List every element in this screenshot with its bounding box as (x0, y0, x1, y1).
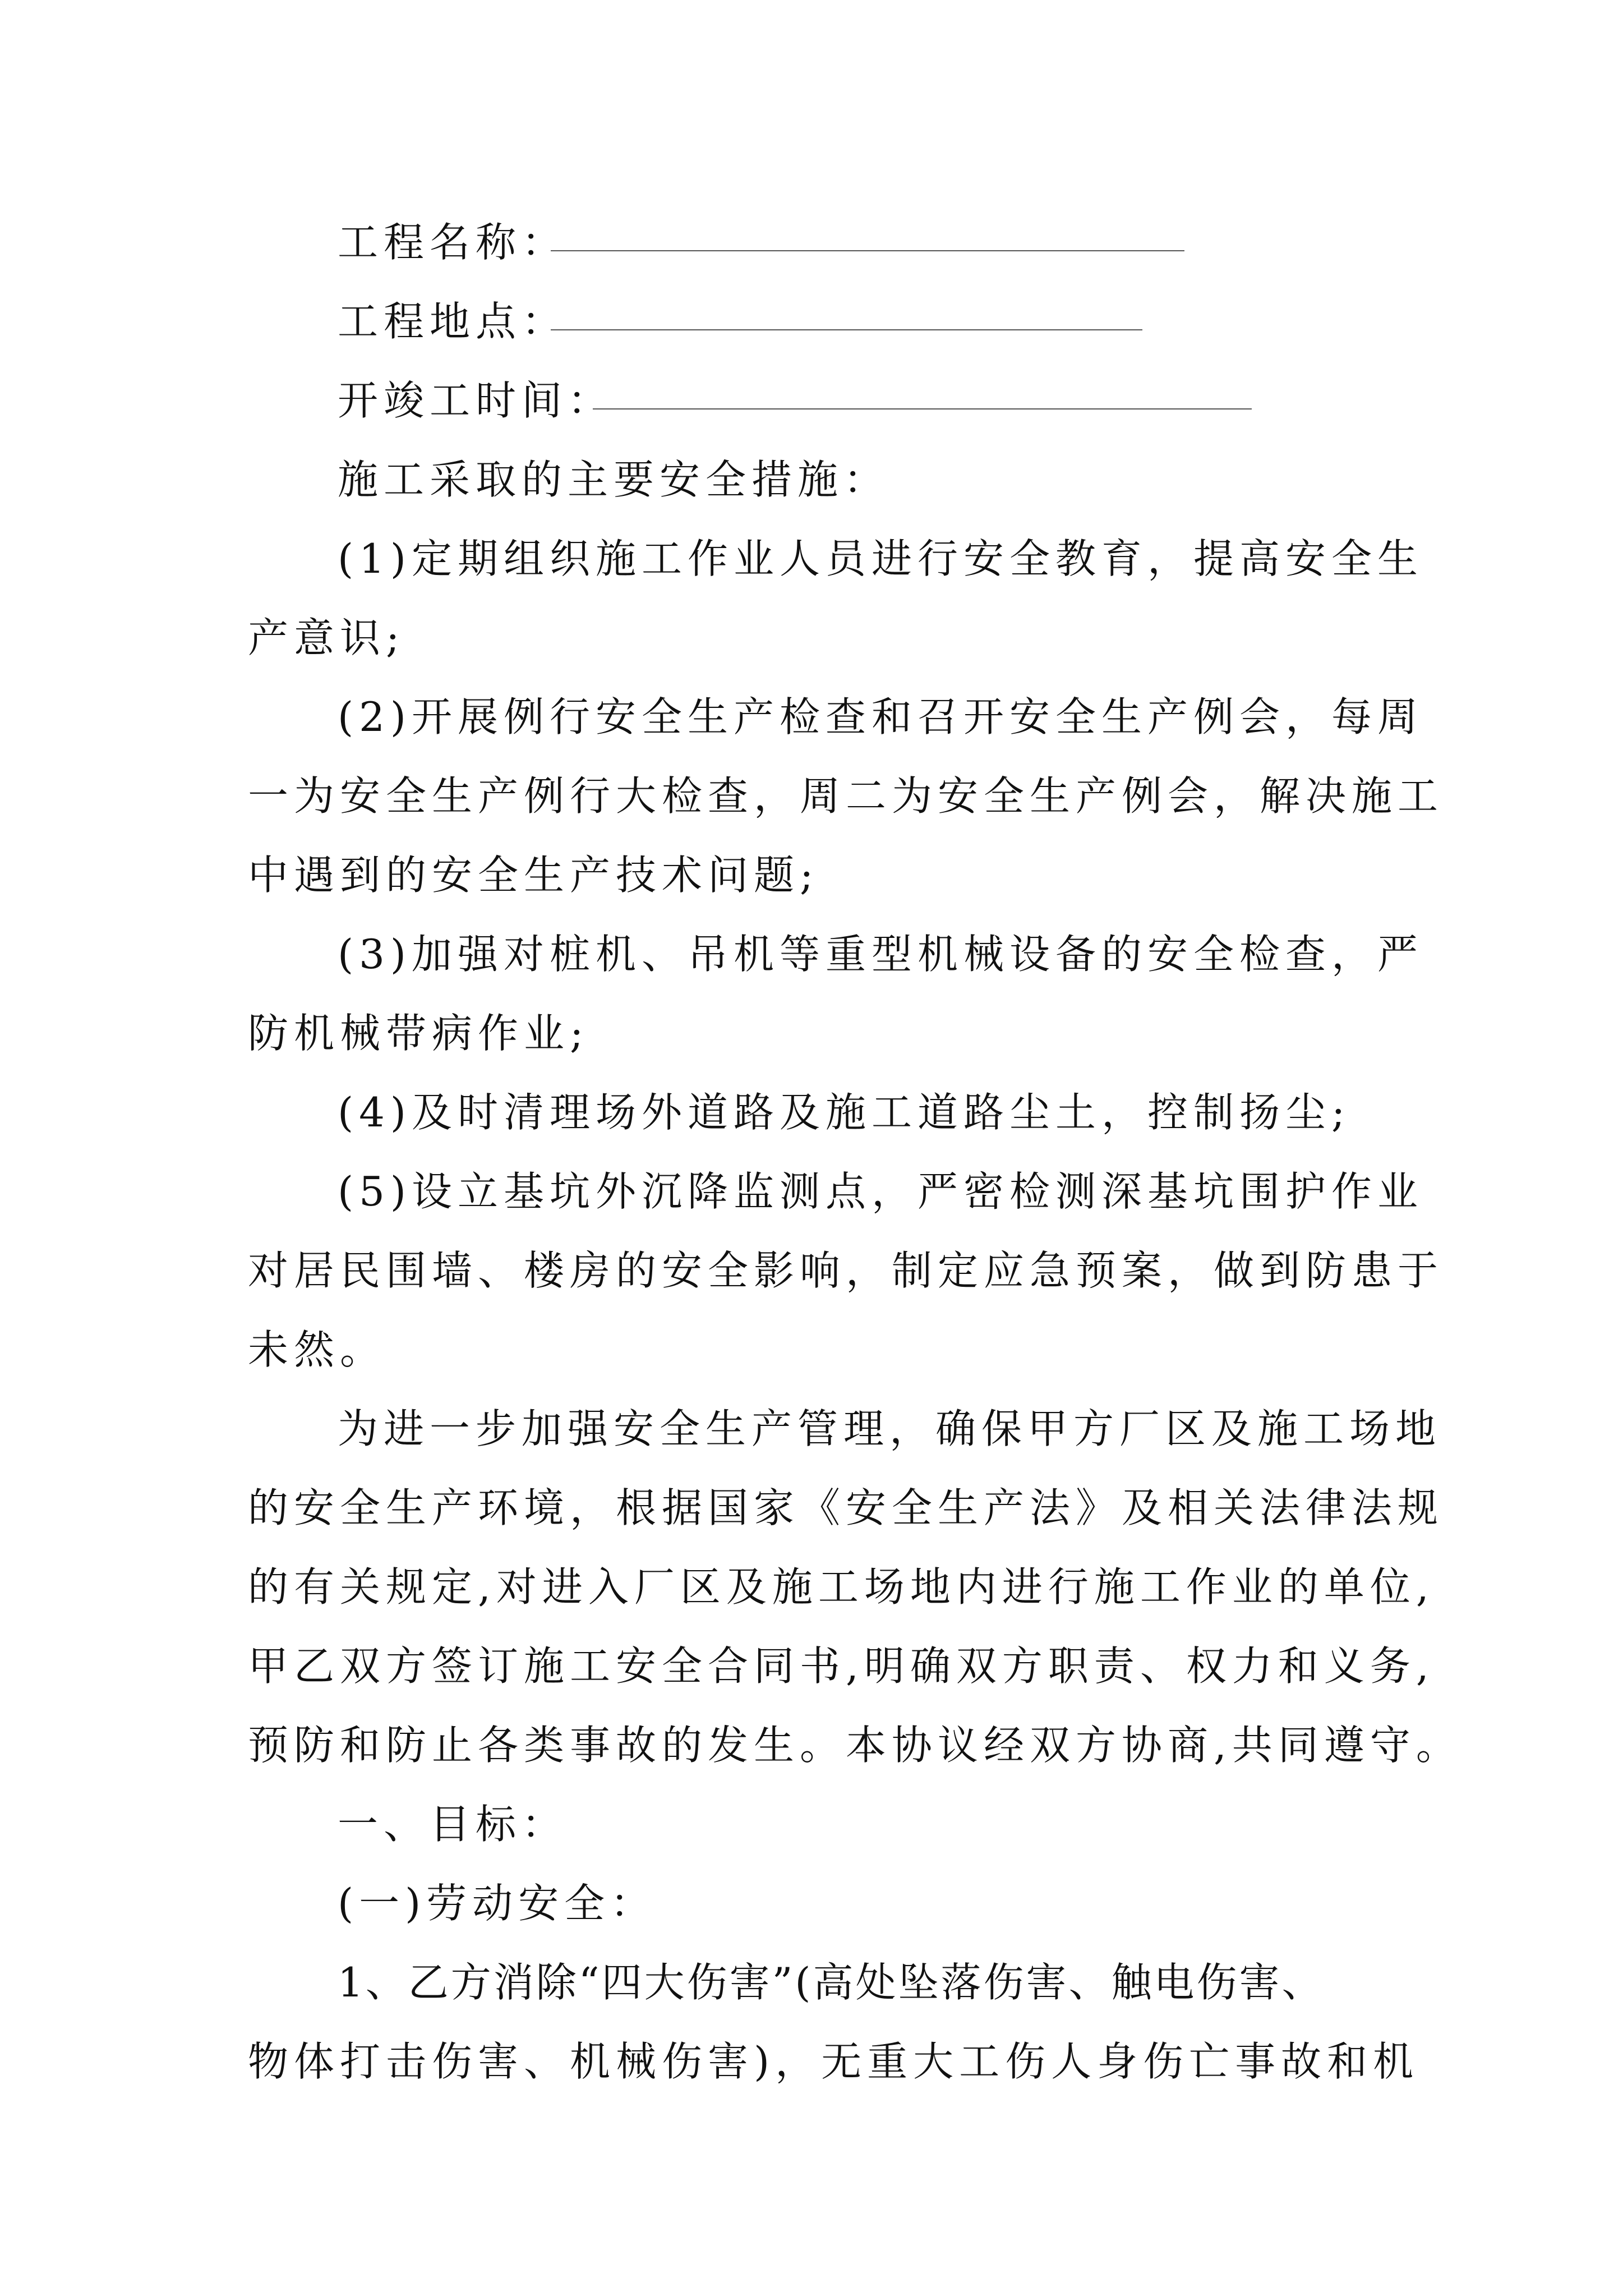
item-1-line-2: 物体打击伤害、机械伤害)，无重大工伤人身伤亡事故和机 (248, 2038, 1419, 2085)
construction-period-field (338, 374, 614, 427)
measure-2-line-3: 中遇到的安全生产技术问题; (248, 852, 819, 899)
measure-2-line-2: 一为安全生产例行大检查，周二为安全生产例会，解决施工 (248, 772, 1444, 820)
measure-2-line-1: (2)开展例行安全生产检查和召开安全生产例会，每周 (338, 693, 1423, 740)
project-location-field (338, 295, 568, 348)
project-name-field (338, 215, 568, 269)
measures-heading: 施工采取的主要安全措施： (338, 456, 890, 503)
intro-line-4: 甲乙双方签订施工安全合同书,明确双方职责、权力和义务, (248, 1642, 1435, 1690)
measure-5-line-2: 对居民围墙、楼房的安全影响，制定应急预案，做到防患于 (248, 1247, 1444, 1294)
measure-3-line-1: (3)加强对桩机、吊机等重型机械设备的安全检查，严 (338, 931, 1423, 978)
item-1-line-1: 1、乙方消除“四大伤害”(高处坠落伤害、触电伤害、 (338, 1959, 1325, 2006)
subsection-one-heading: (一)劳动安全： (338, 1880, 657, 1927)
intro-line-3: 的有关规定,对进入厂区及施工场地内进行施工作业的单位, (248, 1563, 1435, 1611)
measure-5-line-1: (5)设立基坑外沉降监测点，严密检测深基坑围护作业 (338, 1168, 1423, 1215)
intro-line-2: 的安全生产环境，根据国家《安全生产法》及相关法律法规 (248, 1484, 1444, 1531)
measure-1-line-1: (1)定期组织施工作业人员进行安全教育，提高安全生 (338, 535, 1423, 582)
intro-line-1: 为进一步加强安全生产管理，确保甲方厂区及施工场地 (338, 1405, 1442, 1452)
measure-4-line-1: (4)及时清理场外道路及施工道路尘土，控制扬尘; (338, 1089, 1351, 1136)
section-one-heading: 一、目标： (338, 1801, 568, 1848)
project-name-label: 工程名称： (338, 219, 568, 266)
project-location-blank (551, 329, 1142, 330)
project-location-label: 工程地点： (338, 298, 568, 345)
construction-period-label: 开竣工时间： (338, 377, 614, 424)
construction-period-blank (593, 408, 1252, 409)
measure-3-line-2: 防机械带病作业; (248, 1010, 589, 1057)
measure-1-line-2: 产意识; (248, 614, 405, 661)
project-name-blank (551, 250, 1184, 251)
intro-line-5: 预防和防止各类事故的发生。本协议经双方协商,共同遵守。 (248, 1722, 1462, 1769)
measure-5-line-3: 未然。 (248, 1326, 386, 1373)
